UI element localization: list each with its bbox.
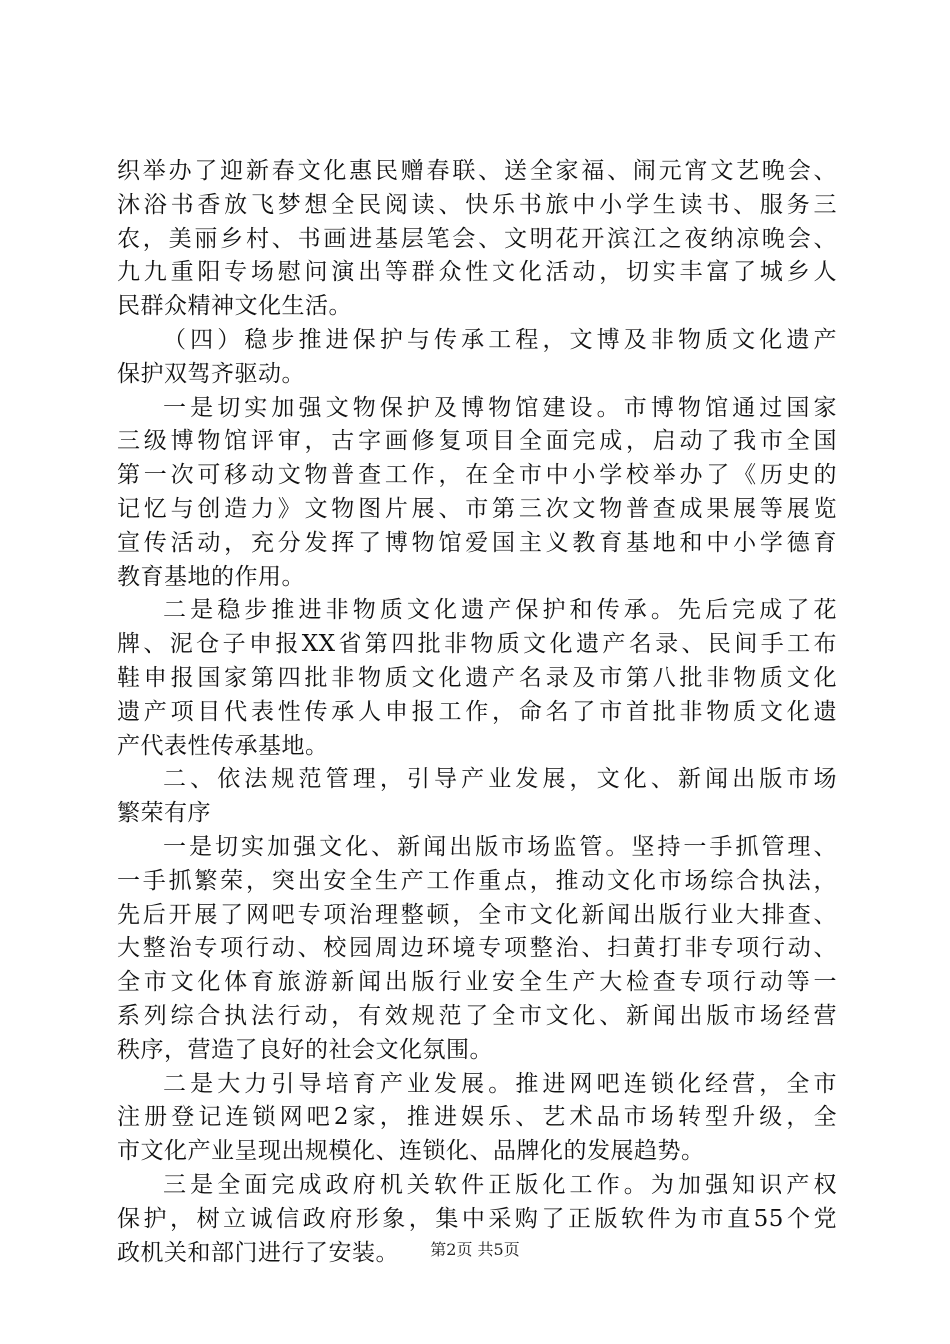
text-line: 教育基地的作用。	[117, 563, 305, 590]
text-line: 三级博物馆评审，古字画修复项目全面完成，启动了我市全国	[117, 428, 837, 455]
text-line: 市文化产业呈现出规模化、连锁化、品牌化的发展趋势。	[117, 1138, 705, 1165]
text-line: 遗产项目代表性传承人申报工作，命名了市首批非物质文化遗	[117, 698, 837, 725]
text-line: 政机关和部门进行了安装。	[117, 1239, 399, 1266]
section-heading-line: 保护双驾齐驱动。	[117, 360, 305, 387]
section-heading-line: 繁荣有序	[117, 800, 211, 827]
text-line: 先后开展了网吧专项治理整顿，全市文化新闻出版行业大排查、	[117, 901, 837, 928]
text-line: 第一次可移动文物普查工作，在全市中小学校举办了《历史的	[117, 462, 837, 489]
text-line: 大整治专项行动、校园周边环境专项整治、扫黄打非专项行动、	[117, 935, 837, 962]
body-text	[117, 155, 837, 1270]
text-line: 记忆与创造力》文物图片展、市第三次文物普查成果展等展览	[117, 495, 837, 522]
text-line: 鞋申报国家第四批非物质文化遗产名录及市第八批非物质文化	[117, 664, 837, 691]
text-line: 一手抓繁荣，突出安全生产工作重点，推动文化市场综合执法，	[117, 867, 837, 894]
text-line: 保护，树立诚信政府形象，集中采购了正版软件为市直55个党	[117, 1205, 837, 1232]
text-line: 民群众精神文化生活。	[117, 293, 352, 320]
text-line: 沐浴书香放飞梦想全民阅读、快乐书旅中小学生读书、服务三	[117, 191, 837, 218]
text-line: 牌、泥仓子申报XX省第四批非物质文化遗产名录、民间手工布	[117, 631, 837, 658]
text-line: 系列综合执法行动，有效规范了全市文化、新闻出版市场经营	[117, 1002, 837, 1029]
section-heading-line: （四）稳步推进保护与传承工程，文博及非物质文化遗产	[163, 326, 837, 353]
text-line: 织举办了迎新春文化惠民赠春联、送全家福、闹元宵文艺晚会、	[117, 158, 837, 184]
section-heading-line: 二、依法规范管理，引导产业发展，文化、新闻出版市场	[163, 766, 837, 793]
text-line: 一是切实加强文物保护及博物馆建设。市博物馆通过国家	[163, 394, 837, 421]
text-line: 二是稳步推进非物质文化遗产保护和传承。先后完成了花	[163, 597, 837, 624]
text-line: 全市文化体育旅游新闻出版行业安全生产大检查专项行动等一	[117, 969, 837, 996]
text-line: 宣传活动，充分发挥了博物馆爱国主义教育基地和中小学德育	[117, 529, 837, 556]
text-line: 农，美丽乡村、书画进基层笔会、文明花开滨江之夜纳凉晚会、	[117, 225, 837, 252]
text-line: 产代表性传承基地。	[117, 732, 329, 759]
text-line: 注册登记连锁网吧2家，推进娱乐、艺术品市场转型升级，全	[117, 1104, 837, 1131]
text-line: 九九重阳专场慰问演出等群众性文化活动，切实丰富了城乡人	[117, 259, 837, 286]
text-line: 一是切实加强文化、新闻出版市场监管。坚持一手抓管理、	[163, 833, 837, 860]
text-line: 秩序，营造了良好的社会文化氛围。	[117, 1036, 493, 1063]
page-footer: 第2页 共5页	[430, 1240, 520, 1259]
text-line: 三是全面完成政府机关软件正版化工作。为加强知识产权	[163, 1171, 837, 1198]
text-line: 二是大力引导培育产业发展。推进网吧连锁化经营，全市	[163, 1070, 837, 1097]
